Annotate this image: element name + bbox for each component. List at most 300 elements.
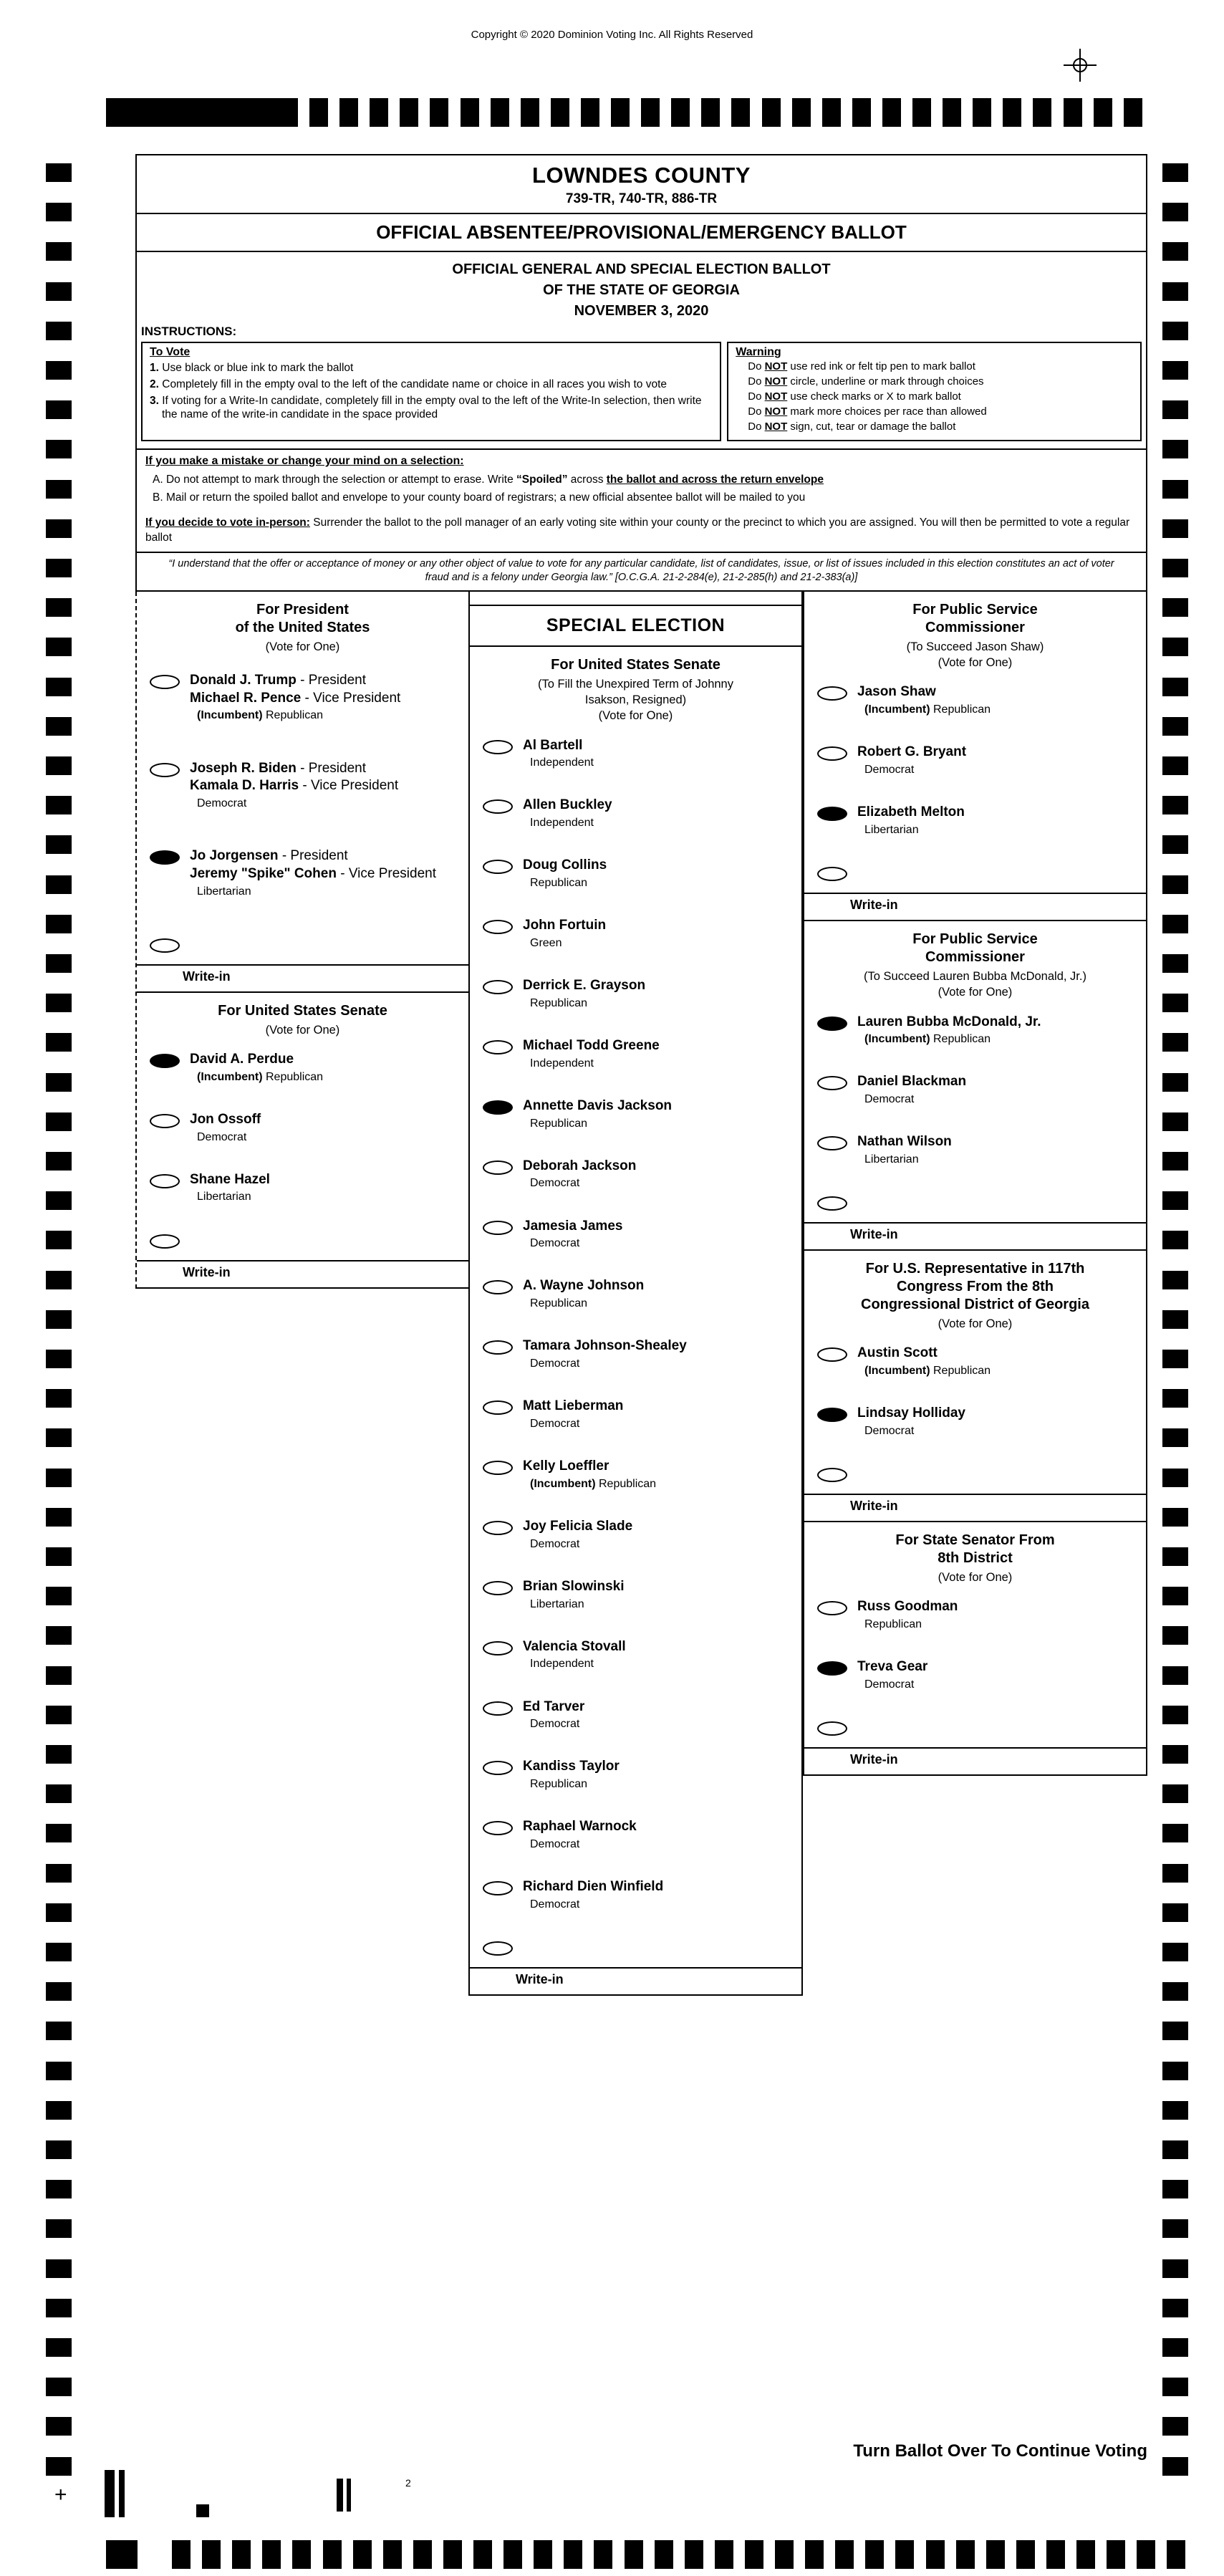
candidate-name: Elizabeth Melton <box>857 804 965 820</box>
timing-mark <box>775 2540 794 2569</box>
timing-mark <box>581 98 599 127</box>
timing-mark <box>106 2540 138 2569</box>
ballot-oval-empty[interactable] <box>817 1601 847 1615</box>
contest-header <box>137 993 468 1039</box>
ballot-oval-filled[interactable] <box>483 1100 513 1115</box>
timing-mark <box>46 954 72 973</box>
ballot-oval-empty[interactable] <box>483 1461 513 1475</box>
timing-mark <box>46 163 72 182</box>
precinct-codes: 739-TR, 740-TR, 886-TR <box>565 191 718 206</box>
candidate-row <box>480 1578 794 1611</box>
candidate-name: Doug Collins <box>523 857 607 873</box>
timing-mark <box>46 2457 72 2476</box>
timing-mark <box>1162 282 1188 301</box>
contest-subtitle: (Vote for One) <box>938 1317 1013 1331</box>
timing-mark <box>1167 2540 1185 2569</box>
candidate-text <box>523 1158 636 1191</box>
candidate-name: Matt Lieberman <box>523 1398 624 1414</box>
candidate-name: Robert G. Bryant <box>857 744 967 760</box>
timing-mark <box>1162 2259 1188 2278</box>
page-mark: 2 <box>405 2477 411 2489</box>
timing-mark <box>46 1547 72 1566</box>
candidate-name: Lauren Bubba McDonald, Jr. <box>857 1014 1041 1029</box>
timing-mark <box>943 98 961 127</box>
ballot-oval-empty[interactable] <box>483 1881 513 1895</box>
timing-mark <box>1162 2378 1188 2396</box>
mistake-item-a: A. Do not attempt to mark through the selection or attempt to erase. Write “Spoiled” across the ballot and across the return envelope <box>153 474 824 486</box>
candidate-name: Brian Slowinski <box>523 1578 625 1594</box>
candidate-row <box>814 744 1139 777</box>
timing-mark <box>1162 1112 1188 1131</box>
candidate-name: Treva Gear <box>857 1659 928 1675</box>
write-in-oval[interactable] <box>150 938 180 953</box>
timing-mark <box>262 2540 281 2569</box>
ballot-id-mark <box>119 2470 125 2517</box>
candidate-name: Kelly Loeffler <box>523 1458 609 1474</box>
timing-mark <box>1107 2540 1125 2569</box>
contest-area <box>135 592 1147 1996</box>
timing-mark <box>1162 2140 1188 2159</box>
to-vote-item: 2. Completely fill in the empty oval to the left of the candidate name or choice in all races you wish to vote <box>150 378 668 390</box>
candidate-row <box>814 1014 1139 1047</box>
timing-mark <box>1162 203 1188 221</box>
timing-mark <box>46 1864 72 1883</box>
timing-mark <box>1162 1824 1188 1842</box>
candidate-party: Democrat <box>530 1357 580 1370</box>
timing-mark <box>46 361 72 380</box>
candidate-name: Raphael Warnock <box>523 1819 637 1835</box>
candidate-party: Independent <box>530 1658 594 1671</box>
timing-mark <box>46 1033 72 1052</box>
warning-items <box>736 359 1133 434</box>
timing-mark <box>1162 1626 1188 1645</box>
candidate-party: Democrat <box>530 1838 580 1851</box>
candidate-list <box>804 683 1146 920</box>
timing-mark <box>46 1706 72 1724</box>
candidate-text <box>190 1051 323 1084</box>
ballot-oval-empty[interactable] <box>817 746 847 761</box>
timing-mark <box>46 519 72 538</box>
write-in-oval[interactable] <box>817 1468 847 1482</box>
candidate-text <box>523 917 606 950</box>
timing-mark <box>895 2540 914 2569</box>
timing-mark <box>1162 875 1188 894</box>
ballot-id-mark <box>347 2479 351 2512</box>
candidate-row <box>814 1658 1139 1691</box>
timing-mark <box>1162 2062 1188 2080</box>
candidate-row <box>480 1698 794 1731</box>
candidate-row <box>480 1758 794 1791</box>
contest-subtitle: (Vote for One) <box>938 1571 1013 1585</box>
candidate-party: Democrat <box>864 1678 915 1691</box>
timing-mark <box>986 2540 1005 2569</box>
timing-mark <box>46 835 72 854</box>
timing-mark <box>1162 2180 1188 2198</box>
candidate-list <box>137 1051 468 1287</box>
ballot-oval-empty[interactable] <box>483 860 513 874</box>
ballot-oval-empty[interactable] <box>817 686 847 701</box>
candidate-party: Libertarian <box>864 823 919 836</box>
timing-mark <box>106 98 298 127</box>
candidate-party: Independent <box>530 1057 594 1070</box>
candidate-text <box>857 1405 965 1438</box>
election-title-line1: OFFICIAL GENERAL AND SPECIAL ELECTION BALLOT <box>452 261 831 277</box>
candidate-party: Democrat <box>530 1898 580 1911</box>
timing-mark <box>46 1903 72 1922</box>
timing-mark <box>1162 638 1188 656</box>
candidate-text <box>857 1345 991 1378</box>
candidate-party: Republican <box>530 877 588 890</box>
timing-mark <box>715 2540 733 2569</box>
contest-header <box>804 1251 1146 1333</box>
ballot-oval-empty[interactable] <box>817 1136 847 1150</box>
candidate-row <box>814 683 1139 716</box>
candidate-text <box>523 1097 672 1130</box>
ballot-oval-empty[interactable] <box>483 920 513 934</box>
candidate-text <box>857 1073 966 1106</box>
candidate-text <box>857 1658 927 1691</box>
candidate-party: Democrat <box>864 1093 915 1106</box>
ballot-oval-empty[interactable] <box>483 1521 513 1535</box>
candidate-party: (Incumbent) Republican <box>530 1477 657 1490</box>
timing-mark <box>1046 2540 1065 2569</box>
candidate-row <box>147 1051 461 1084</box>
candidate-party: Democrat <box>197 797 247 810</box>
timing-mark <box>430 98 448 127</box>
mistake-title: If you make a mistake or change your mind on a selection: <box>145 455 464 467</box>
timing-mark <box>1162 1784 1188 1803</box>
timing-mark <box>46 1587 72 1605</box>
candidate-row <box>480 977 794 1010</box>
write-in-oval-row <box>480 1938 794 1956</box>
timing-mark <box>805 2540 824 2569</box>
candidate-name: Joseph R. Biden <box>190 760 297 776</box>
timing-mark <box>46 1784 72 1803</box>
timing-mark <box>1003 98 1021 127</box>
timing-mark <box>46 1469 72 1487</box>
write-in-label: Write-in <box>850 1227 898 1242</box>
timing-mark <box>1162 559 1188 577</box>
contest <box>803 921 1147 1251</box>
timing-mark <box>1162 2101 1188 2120</box>
timing-mark <box>46 440 72 458</box>
timing-mark <box>1094 98 1112 127</box>
contest-subtitle: (To Fill the Unexpired Term of Johnny Isakson, Resigned) (Vote for One) <box>538 677 733 723</box>
candidate-name: Allen Buckley <box>523 797 612 813</box>
ballot-oval-empty[interactable] <box>483 1160 513 1175</box>
ballot-oval-empty[interactable] <box>483 1280 513 1294</box>
timing-mark <box>46 1271 72 1289</box>
timing-mark <box>852 98 871 127</box>
contest-subtitle: (Vote for One) <box>265 1023 340 1037</box>
candidate-party: Democrat <box>530 1718 580 1731</box>
candidate-name: Michael Todd Greene <box>523 1037 660 1053</box>
ballot-oval-empty[interactable] <box>483 1221 513 1235</box>
candidate-name: Tamara Johnson-Shealey <box>523 1338 687 1354</box>
ballot-oval-filled[interactable] <box>150 1054 180 1068</box>
write-in-label: Write-in <box>850 897 898 912</box>
candidate-row <box>147 1171 461 1204</box>
candidate-party: (Incumbent) Republican <box>197 1070 324 1083</box>
legal-notice: “I understand that the offer or acceptance of money or any other object of value to vote for any particular candidate, list of candidates, issue, or list of issues included in this election constitutes an act of voter fraud and is a felony under Georgia law.” [O.C.G.A. 21-2-284(e), 21-2-285(h) and 21-2-383(a)] <box>137 552 1146 590</box>
timing-mark <box>46 1666 72 1685</box>
ballot-oval-empty[interactable] <box>817 1076 847 1090</box>
contest-title: For United States Senate <box>218 1002 387 1019</box>
candidate-party: Republican <box>530 1117 588 1130</box>
timing-mark <box>46 2219 72 2238</box>
candidate-row <box>814 1345 1139 1378</box>
timing-mark <box>1162 1152 1188 1171</box>
write-in-oval[interactable] <box>150 1234 180 1249</box>
timing-mark <box>521 98 539 127</box>
candidate-row <box>480 1518 794 1551</box>
mistake-item-b: B. Mail or return the spoiled ballot and envelope to your county board of registrars; a new official absentee ballot will be mailed to you <box>153 491 806 504</box>
ballot-oval-filled[interactable] <box>150 850 180 865</box>
ballot-oval-empty[interactable] <box>483 1761 513 1775</box>
write-in-oval[interactable] <box>817 867 847 881</box>
write-in-oval-row <box>814 1465 1139 1482</box>
write-in-label: Write-in <box>183 969 231 984</box>
timing-mark <box>1162 796 1188 814</box>
ballot-oval-empty[interactable] <box>150 763 180 777</box>
candidate-party: Libertarian <box>530 1597 584 1610</box>
candidate-text <box>523 1458 656 1491</box>
write-in-oval[interactable] <box>483 1941 513 1956</box>
contest-header <box>804 1522 1146 1587</box>
ballot-oval-empty[interactable] <box>483 1340 513 1355</box>
write-in-oval[interactable] <box>817 1721 847 1736</box>
warning-box <box>727 342 1142 441</box>
candidate-text <box>523 1878 663 1911</box>
timing-mark <box>1016 2540 1035 2569</box>
timing-mark <box>46 638 72 656</box>
candidate-party: Democrat <box>864 763 915 776</box>
timing-mark <box>413 2540 432 2569</box>
contest <box>137 592 468 993</box>
candidate-row <box>814 1405 1139 1438</box>
contest-header <box>470 647 801 726</box>
timing-mark <box>1162 1903 1188 1922</box>
candidate-text <box>523 1758 620 1791</box>
write-in-area <box>804 864 1146 920</box>
ballot-oval-empty[interactable] <box>483 740 513 754</box>
ballot-oval-empty[interactable] <box>483 1581 513 1595</box>
candidate-text <box>190 1171 270 1204</box>
candidate-text: Joseph R. Biden - President Kamala D. Harris - Vice President Democrat <box>190 760 399 810</box>
candidate-party: Republican <box>530 1778 588 1791</box>
ballot-oval-empty[interactable] <box>150 1114 180 1128</box>
timing-mark <box>46 2378 72 2396</box>
candidate-row <box>480 1277 794 1310</box>
candidate-row <box>480 917 794 950</box>
timing-mark <box>309 98 328 127</box>
timing-mark <box>1162 1271 1188 1289</box>
timing-mark <box>1124 98 1142 127</box>
candidate-name: Kamala D. Harris <box>190 778 299 794</box>
ballot-oval-empty[interactable] <box>817 1347 847 1362</box>
candidate-party: Independent <box>530 817 594 830</box>
contest-title: For President of the United States <box>235 601 370 635</box>
timing-mark <box>1162 1350 1188 1368</box>
timing-mark <box>1162 678 1188 696</box>
candidate-text <box>523 1818 637 1851</box>
candidate-text: Jo Jorgensen - President Jeremy "Spike" Cohen - Vice President Libertarian <box>190 848 436 898</box>
candidate-text <box>523 1638 626 1671</box>
contest-title: For Public Service Commissioner <box>912 601 1038 635</box>
ballot-oval-filled[interactable] <box>817 1408 847 1422</box>
candidate-list <box>804 1345 1146 1521</box>
candidate-party: Libertarian <box>864 1153 919 1166</box>
ballot-oval-empty[interactable] <box>150 675 180 689</box>
timing-mark <box>865 2540 884 2569</box>
timing-mark <box>1162 1231 1188 1249</box>
candidate-text <box>190 1111 261 1144</box>
timing-mark <box>292 2540 311 2569</box>
candidate-text <box>523 857 607 890</box>
candidate-name: Richard Dien Winfield <box>523 1879 664 1895</box>
candidate-text <box>523 1218 622 1251</box>
timing-mark <box>973 98 991 127</box>
candidate-text <box>857 744 966 777</box>
timing-mark <box>1162 756 1188 775</box>
candidate-name: Russ Goodman <box>857 1599 958 1615</box>
timing-mark <box>46 2417 72 2436</box>
write-in-label: Write-in <box>516 1972 564 1987</box>
timing-mark <box>370 98 388 127</box>
candidate-party: Libertarian <box>197 1191 251 1203</box>
ballot-oval-empty[interactable] <box>483 799 513 814</box>
candidate-party: Democrat <box>197 1130 247 1143</box>
timing-mark <box>46 1073 72 1092</box>
candidate-row <box>480 737 794 770</box>
timing-mark <box>1162 361 1188 380</box>
write-in-label: Write-in <box>850 1499 898 1514</box>
candidate-party: Republican <box>530 996 588 1009</box>
candidate-row <box>147 847 461 898</box>
timing-mark <box>46 203 72 221</box>
candidate-list <box>804 1598 1146 1774</box>
contest-header <box>804 921 1146 1002</box>
timing-mark <box>1076 2540 1095 2569</box>
timing-mark <box>956 2540 975 2569</box>
candidate-text <box>857 1014 1041 1047</box>
write-in-oval[interactable] <box>817 1196 847 1211</box>
copyright-line: Copyright © 2020 Dominion Voting Inc. All Rights Reserved <box>471 29 753 41</box>
timing-mark <box>1162 2457 1188 2476</box>
ballot-oval-empty[interactable] <box>150 1174 180 1188</box>
write-in-oval-row <box>147 936 461 953</box>
candidate-text <box>857 683 991 716</box>
timing-mark <box>46 480 72 499</box>
plus-registration-mark: + <box>54 2483 67 2507</box>
county-box <box>137 155 1146 214</box>
timing-mark <box>46 1943 72 1961</box>
candidate-row <box>480 1037 794 1070</box>
candidate-row <box>480 1218 794 1251</box>
timing-mark <box>46 2101 72 2120</box>
warning-item: Do NOT mark more choices per race than allowed <box>748 405 987 418</box>
candidate-name: Annette Davis Jackson <box>523 1097 673 1113</box>
ballot-oval-empty[interactable] <box>483 1400 513 1415</box>
write-in-area <box>804 1465 1146 1521</box>
timing-mark <box>1162 717 1188 736</box>
ballot-oval-filled[interactable] <box>817 1661 847 1676</box>
candidate-party: (Incumbent) Republican <box>864 1365 991 1378</box>
timing-mark <box>46 598 72 617</box>
timing-mark <box>745 2540 763 2569</box>
special-election-header: SPECIAL ELECTION <box>470 605 801 647</box>
contest-title: For State Senator From 8th District <box>895 1532 1055 1567</box>
election-title-line2: OF THE STATE OF GEORGIA <box>543 282 740 298</box>
timing-mark <box>46 678 72 696</box>
timing-mark <box>443 2540 462 2569</box>
candidate-party: Independent <box>530 756 594 769</box>
ballot-oval-empty[interactable] <box>483 1821 513 1835</box>
ballot-oval-empty[interactable] <box>483 980 513 994</box>
timing-mark <box>1162 2219 1188 2238</box>
candidate-row <box>480 1337 794 1370</box>
timing-mark <box>1162 1191 1188 1210</box>
timing-mark <box>46 1350 72 1368</box>
ballot-oval-empty[interactable] <box>483 1641 513 1655</box>
candidate-row <box>147 1111 461 1144</box>
ballot-column-2 <box>468 592 803 1996</box>
contest <box>803 1522 1147 1776</box>
timing-mark <box>46 1982 72 2001</box>
candidate-row <box>480 797 794 830</box>
contest <box>470 647 801 1994</box>
timing-mark <box>503 2540 522 2569</box>
ballot-oval-empty[interactable] <box>483 1040 513 1054</box>
candidate-row <box>147 760 461 811</box>
ballot-oval-filled[interactable] <box>817 1017 847 1031</box>
timing-mark <box>46 2299 72 2317</box>
candidate-name: Jo Jorgensen <box>190 848 279 864</box>
timing-mark <box>383 2540 402 2569</box>
candidate-party: Republican <box>530 1297 588 1310</box>
contest <box>803 1251 1147 1522</box>
ballot-oval-filled[interactable] <box>817 807 847 821</box>
candidate-name: Jon Ossoff <box>190 1111 261 1127</box>
candidate-party: (Incumbent) Republican <box>197 709 324 722</box>
candidate-row <box>480 1638 794 1671</box>
county-name: LOWNDES COUNTY <box>532 163 751 188</box>
candidate-row <box>814 804 1139 837</box>
timing-mark <box>1162 1943 1188 1961</box>
timing-mark <box>46 1231 72 1249</box>
candidate-name: John Fortuin <box>523 918 607 933</box>
candidate-text <box>523 1337 687 1370</box>
timing-mark <box>731 98 750 127</box>
candidate-text <box>523 1518 632 1551</box>
timing-mark <box>1162 1073 1188 1092</box>
candidate-name: Daniel Blackman <box>857 1074 967 1090</box>
timing-mark <box>551 98 569 127</box>
ballot-oval-empty[interactable] <box>483 1701 513 1716</box>
timing-mark <box>1162 598 1188 617</box>
timing-mark <box>611 98 630 127</box>
timing-mark <box>534 2540 552 2569</box>
timing-mark <box>46 282 72 301</box>
timing-mark <box>671 98 690 127</box>
timing-mark <box>323 2540 342 2569</box>
write-in-area <box>137 1231 468 1287</box>
ballot-id-mark <box>105 2470 115 2517</box>
timing-mark <box>1162 1310 1188 1329</box>
ballot-column-1 <box>135 592 468 1289</box>
timing-mark <box>792 98 811 127</box>
candidate-name: David A. Perdue <box>190 1052 294 1067</box>
